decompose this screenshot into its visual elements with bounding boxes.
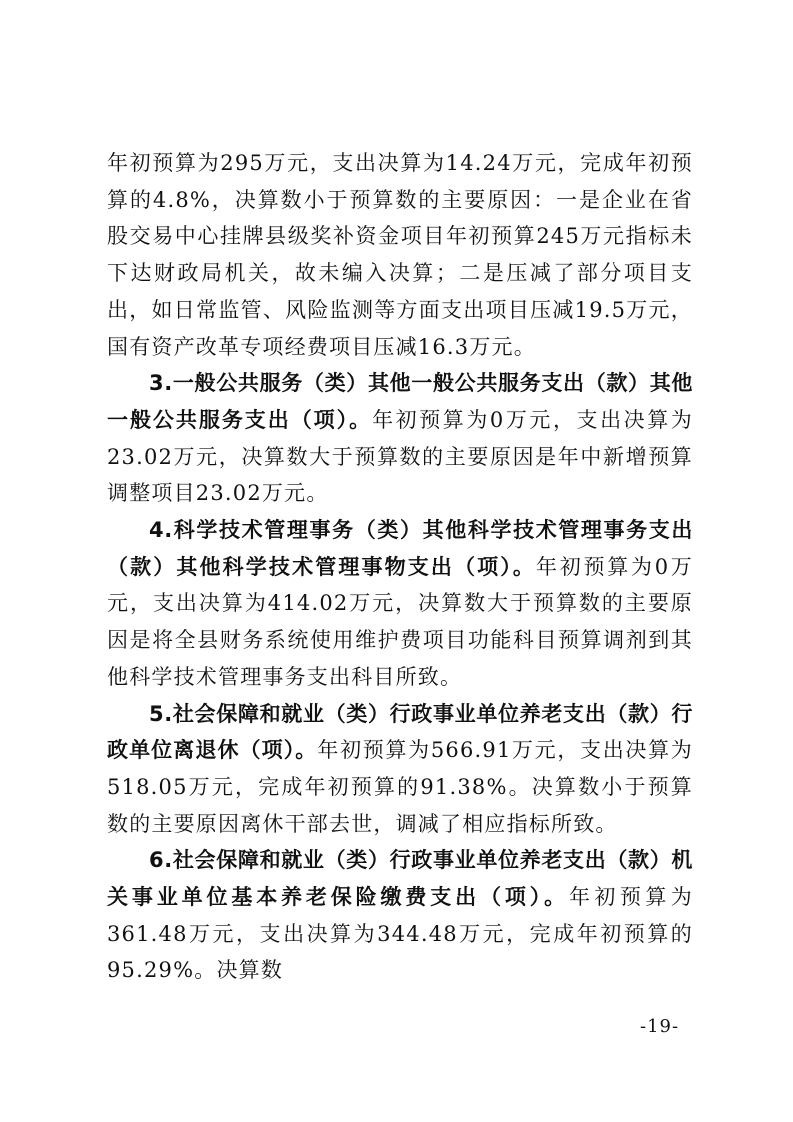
paragraph-item-5 (107, 696, 693, 843)
item-heading: 4.科学技术管理事务（类）其他科学技术管理事务支出（款）其他科学技术管理事物支出（项）。 (107, 518, 693, 579)
paragraph-text: 年初预算为0万元，支出决算为414.02万元，决算数大于预算数的主要原因是将全县财务系统使用维护费项目功能科目预算调剂到其他科学技术管理事务支出科目所致。 (107, 554, 693, 689)
page-number: -19- (640, 1016, 680, 1037)
item-heading: 3.一般公共服务（类）其他一般公共服务支出（款）其他一般公共服务支出（项）。 (107, 371, 693, 432)
document-body (107, 145, 693, 989)
paragraph-text: 年初预算为0万元，支出决算为23.02万元，决算数大于预算数的主要原因是年中新增预算调整项目23.02万元。 (107, 407, 693, 506)
paragraph-text: 年初预算为566.91万元，支出决算为518.05万元，完成年初预算的91.38%。决算数小于预算数的主要原因离休干部去世，调减了相应指标所致。 (107, 738, 694, 836)
paragraph-item-6 (107, 842, 693, 989)
item-heading: 5.社会保障和就业（类）行政事业单位养老支出（款）行政单位离退休（项）。 (107, 701, 693, 763)
paragraph-text: 年初预算为361.48万元，支出决算为344.48万元，完成年初预算的95.29%。决算数 (107, 885, 693, 983)
paragraph-text: 年初预算为295万元，支出决算为14.24万元，完成年初预算的4.8%，决算数小于预算数的主要原因：一是企业在省股交易中心挂牌县级奖补资金项目年初预算245万元指标未下达财政局机关，故未编入决算；二是压减了部分项目支出，如日常监管、风险监测等方面支出项目压减19.5万元，国有资产改革专项经费项目压减16.3万元。 (107, 151, 693, 359)
paragraph-budget-continuation (107, 145, 693, 365)
paragraph-item-4 (107, 512, 693, 696)
item-heading: 6.社会保障和就业（类）行政事业单位养老支出（款）机关事业单位基本养老保险缴费支出（项）。 (107, 848, 693, 910)
paragraph-item-3 (107, 365, 693, 512)
